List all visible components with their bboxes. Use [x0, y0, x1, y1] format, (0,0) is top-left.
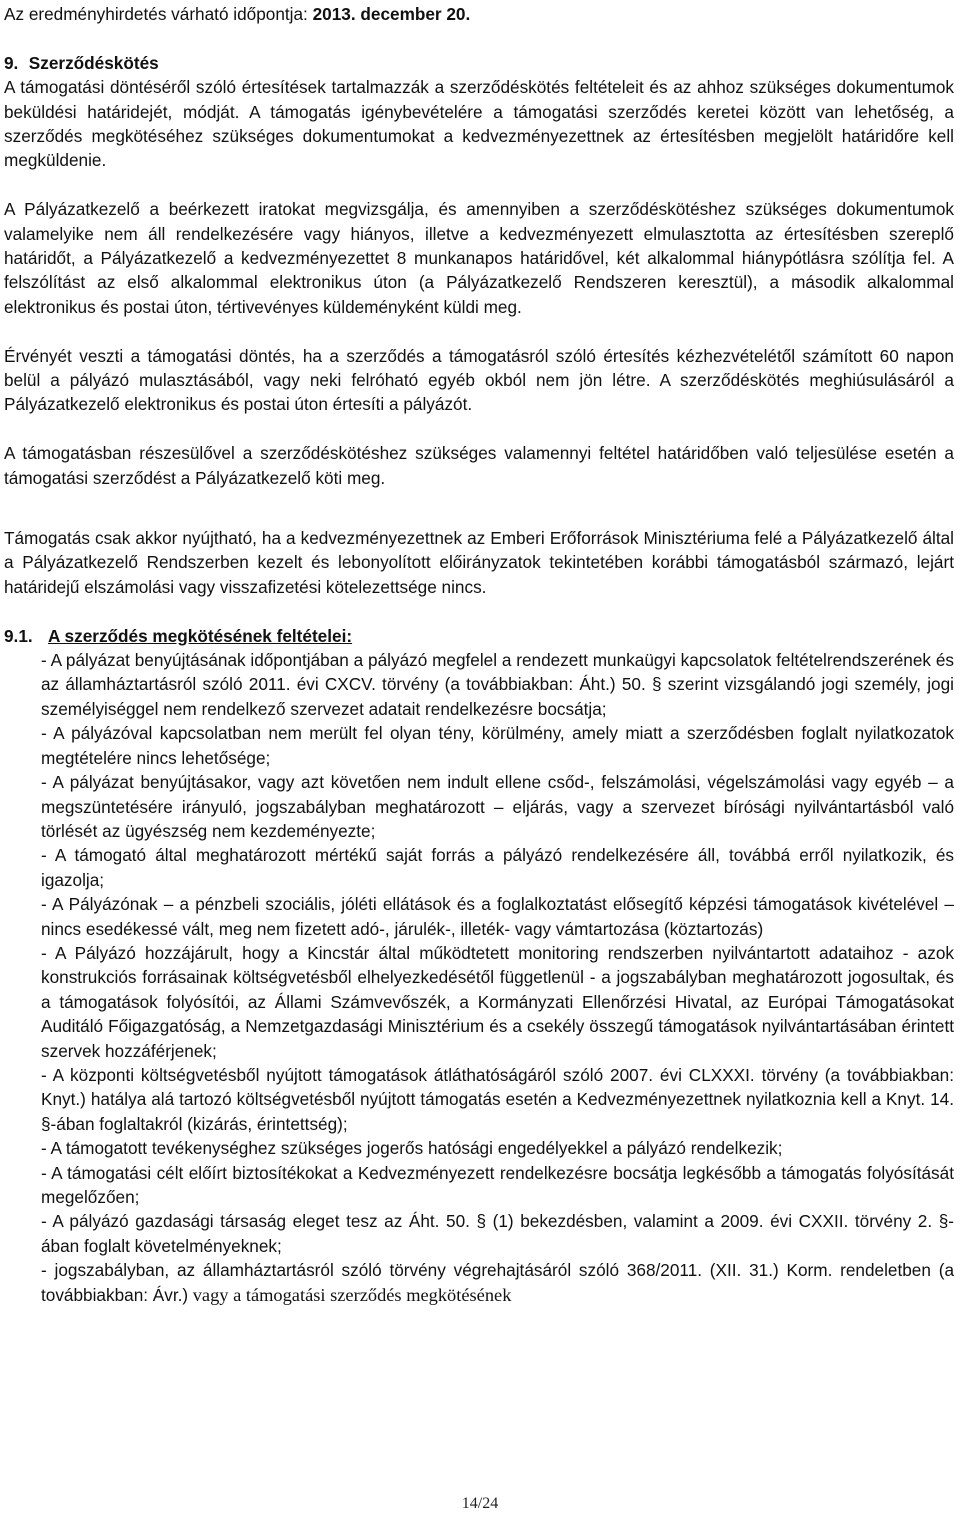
list-item: - A támogató által meghatározott mértékű saját forrás a pályázó rendelkezésére áll, továbbá erről nyilatkozik, és igazolja;	[41, 845, 954, 890]
subsection-title: A szerződés megkötésének feltételei:	[48, 625, 353, 646]
list-item: - A Pályázó hozzájárult, hogy a Kincstár által működtetett monitoring rendszerben nyilvántartott adataihoz - azok konstrukciós forrásainak költségvetésből elhelyezkedésétől függetlenül - a jogszabályban meghatározott jogosultak, és a támogatások folyósítói, az Állami Számvevőszék, a Kormányzati Ellenőrzési Hivatal, az Európai Támogatásokat Auditáló Főigazgatóság, a Nemzetgazdasági Minisztérium és a csekély összegű támogatások nyilvántartásában érintett szervek hozzáférjenek;	[41, 942, 954, 1061]
announcement-date-label: Az eredményhirdetés várható időpontja:	[4, 4, 313, 24]
conditions-list	[4, 648, 954, 1307]
subsection-number: 9.1.	[4, 625, 33, 646]
section-number: 9.	[4, 52, 19, 73]
list-item: - A pályázat benyújtásakor, vagy azt követően nem indult ellene csőd-, felszámolási, végelszámolási vagy egyéb – a megszüntetésére irányuló, jogszabályban meghatározott – eljárás, vagy a szervezet bírósági nyilvántartásból való törlését az ügyészség nem kezdeményezte;	[41, 772, 954, 841]
document-page	[4, 2, 954, 1307]
subsection-heading	[4, 624, 954, 648]
list-item: - A támogatási célt előírt biztosítékokat a Kedvezményezett rendelkezésre bocsátja legkésőbb a támogatás folyósítását megelőzően;	[41, 1162, 954, 1208]
announcement-date-line	[4, 2, 954, 26]
list-item: - A pályázó gazdasági társaság eleget tesz az Áht. 50. § (1) bekezdésben, valamint a 2009. évi CXXII. törvény 2. §-ában foglalt követelményeknek;	[41, 1211, 954, 1256]
list-item	[41, 1258, 954, 1307]
list-item: - A Pályázónak – a pénzbeli szociális, jóléti ellátások és a foglalkoztatást elősegítő képzési támogatások kivételével – nincs esedékessé vált, meg nem fizetett adó-, járulék-, illeték- vagy vámtartozása (köztartozás)	[41, 894, 954, 939]
list-item-text: - jogszabályban, az államháztartásról szóló törvény végrehajtásáról szóló 368/2011. (XII. 31.) Korm. rendeletben (a továbbiakban: Ávr.)	[41, 1260, 954, 1305]
list-item: - A támogatott tevékenységhez szükséges jogerős hatósági engedélyekkel a pályázó rendelkezik;	[41, 1138, 783, 1159]
section-paragraph: A Pályázatkezelő a beérkezett iratokat megvizsgálja, és amennyiben a szerződéskötéshez szükséges dokumentumok valamelyike nem áll rendelkezésére vagy hiányos, illetve a kedvezményezett elmulasztotta az értesítésben szereplő határidőt, a Pályázatkezelő a kedvezményezettet 8 munkanapos határidővel, két alkalommal hiánypótlásra szólítja fel. A felszólítást az első alkalommal elektronikus úton (a Pályázatkezelő Rendszeren keresztül), a második alkalommal elektronikus és postai úton, tértivevényes küldeményként küldi meg.	[4, 199, 954, 317]
page-number: 14/24	[461, 1495, 499, 1512]
section-paragraph: A támogatási döntéséről szóló értesítések tartalmazzák a szerződéskötés feltételeit és az ahhoz szükséges dokumentumok beküldési határidejét, módját. A támogatás igénybevételére a támogatási szerződés keretei között van lehetőség, a szerződés megkötéséhez szükséges dokumentumokat a kedvezményezettnek az értesítésben megjelölt határidőre kell megküldenie.	[4, 77, 954, 171]
list-item: - A központi költségvetésből nyújtott támogatások átláthatóságáról szóló 2007. évi CLXXXI. törvény (a továbbiakban: Knyt.) hatálya alá tartozó költségvetésből nyújtott támogatás esetén a Kedvezményezettnek nyilatkoznia kell a Knyt. 14. §-ában foglaltakról (kizárás, érintettség);	[41, 1064, 954, 1134]
announcement-date-value: 2013. december 20.	[312, 4, 471, 24]
section-heading	[4, 51, 954, 75]
section-title: Szerződéskötés	[28, 52, 159, 73]
section-paragraph: A támogatásban részesülővel a szerződéskötéshez szükséges valamennyi feltétel határidőben való teljesülése esetén a támogatási szerződést a Pályázatkezelő köti meg.	[4, 443, 954, 488]
list-item: - A pályázat benyújtásának időpontjában a pályázó megfelel a rendezett munkaügyi kapcsolatok feltételrendszerének és az államháztartásról szóló 2011. évi CXCV. törvény (a továbbiakban: Áht.) 50. § szerint vizsgálandó jogi személy, jogi személyiséggel nem rendelkező szervezet adatait rendelkezésre bocsátja;	[41, 650, 954, 719]
list-item: - A pályázóval kapcsolatban nem merült fel olyan tény, körülmény, amely miatt a szerződésben foglalt nyilatkozatok megtételére nincs lehetősége;	[41, 723, 954, 768]
section-paragraph: Érvényét veszti a támogatási döntés, ha a szerződés a támogatásról szóló értesítés kézhezvételétől számított 60 napon belül a pályázó mulasztásából, vagy neki felróható egyéb okból nem jön létre. A szerződéskötés meghiúsulásáról a Pályázatkezelő elektronikus és postai úton értesíti a pályázót.	[4, 345, 954, 415]
section-paragraph: Támogatás csak akkor nyújtható, ha a kedvezményezettnek az Emberi Erőforrások Minisztériuma felé a Pályázatkezelő által a Pályázatkezelő Rendszerben kezelt és lebonyolított előirányzatok tekintetében korábbi támogatásból származó, lejárt határidejű elszámolási vagy visszafizetési kötelezettsége nincs.	[4, 528, 954, 597]
list-item-text-continued: vagy a támogatási szerződés megkötésének	[188, 1284, 512, 1305]
